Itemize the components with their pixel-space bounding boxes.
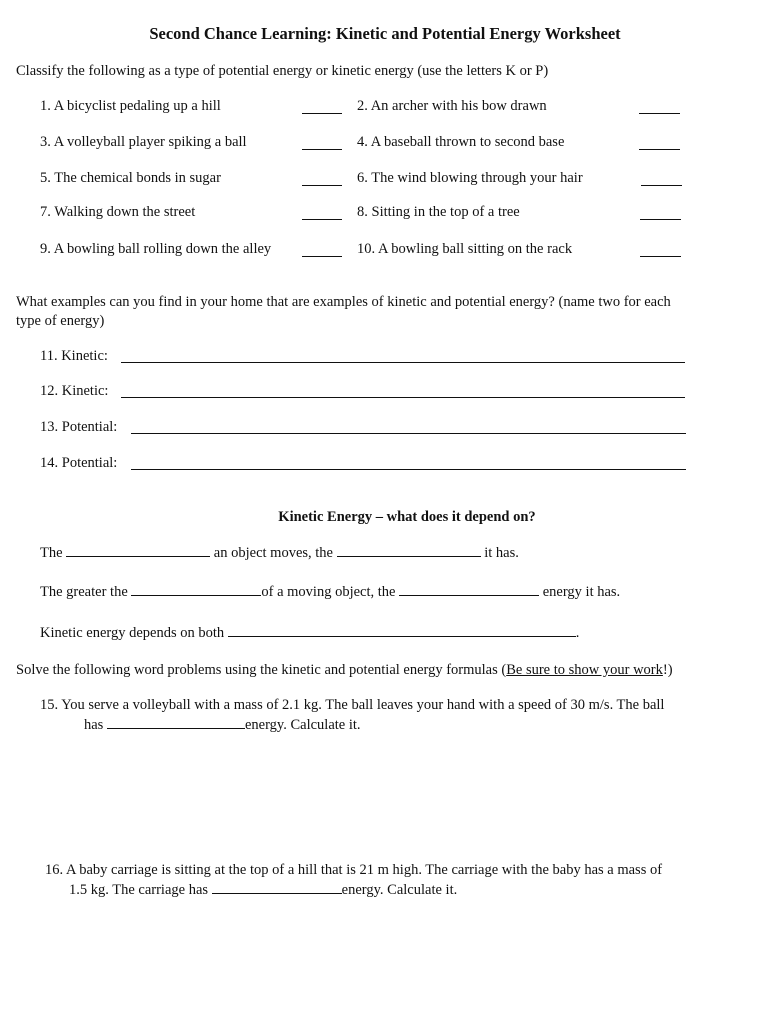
home-item-11-label: 11. Kinetic: — [40, 348, 108, 364]
home-question-line2: type of energy) — [16, 313, 105, 329]
depends-sentence-3 — [40, 624, 579, 642]
depends-s2-blank-1[interactable] — [131, 583, 261, 596]
solve-instruction — [16, 662, 673, 679]
depends-s1-blank-1[interactable] — [66, 544, 210, 557]
problem-16-blank[interactable] — [212, 881, 342, 894]
problem-16-line2 — [69, 881, 457, 899]
classify-item-1: 1. A bicyclist pedaling up a hill — [40, 98, 221, 114]
answer-blank-9[interactable] — [302, 256, 342, 257]
problem-15-a: has — [84, 717, 104, 733]
depends-s1-blank-2[interactable] — [337, 544, 481, 557]
depends-s3-a: Kinetic energy depends on both — [40, 625, 225, 641]
classify-item-3: 3. A volleyball player spiking a ball — [40, 134, 247, 150]
problem-16-b: energy. Calculate it. — [341, 882, 458, 898]
home-item-14-line[interactable] — [131, 469, 686, 470]
home-item-13-label: 13. Potential: — [40, 419, 118, 435]
home-item-12-line[interactable] — [121, 397, 685, 398]
home-item-12-label: 12. Kinetic: — [40, 383, 109, 399]
solve-instruction-emphasis: Be sure to show your work — [506, 662, 663, 678]
classify-item-4: 4. A baseball thrown to second base — [357, 134, 565, 150]
solve-instruction-a: Solve the following word problems using the kinetic and potential energy formulas ( — [16, 662, 507, 678]
depends-sentence-2 — [40, 583, 620, 601]
answer-blank-2[interactable] — [639, 113, 680, 114]
depends-s2-b: of a moving object, the — [261, 584, 396, 600]
home-item-13-line[interactable] — [131, 433, 686, 434]
home-item-11-line[interactable] — [121, 362, 685, 363]
problem-16-line1: 16. A baby carriage is sitting at the top of a hill that is 21 m high. The carriage with the baby has a mass of — [45, 862, 663, 878]
classify-item-6: 6. The wind blowing through your hair — [357, 170, 583, 186]
problem-15-line2 — [84, 716, 361, 734]
answer-blank-1[interactable] — [302, 113, 342, 114]
depends-sentence-1 — [40, 544, 519, 562]
answer-blank-10[interactable] — [640, 256, 681, 257]
answer-blank-8[interactable] — [640, 219, 681, 220]
problem-16-a: 1.5 kg. The carriage has — [69, 882, 209, 898]
problem-15-b: energy. Calculate it. — [244, 717, 361, 733]
answer-blank-5[interactable] — [302, 185, 342, 186]
answer-blank-7[interactable] — [302, 219, 342, 220]
depends-s3-blank[interactable] — [228, 624, 576, 637]
problem-15-line1: 15. You serve a volleyball with a mass of 2.1 kg. The ball leaves your hand with a speed of 30 m/s. The ball — [40, 697, 665, 713]
classify-item-10: 10. A bowling ball sitting on the rack — [357, 241, 573, 257]
depends-s2-blank-2[interactable] — [399, 583, 539, 596]
classify-item-5: 5. The chemical bonds in sugar — [40, 170, 221, 186]
depends-s1-c: it has. — [484, 545, 519, 561]
classify-instruction: Classify the following as a type of potential energy or kinetic energy (use the letters K or P) — [16, 63, 549, 79]
depends-s3-b: . — [575, 625, 580, 641]
home-question-line1: What examples can you find in your home that are examples of kinetic and potential energy? (name two for each — [16, 294, 671, 310]
answer-blank-6[interactable] — [641, 185, 682, 186]
answer-blank-4[interactable] — [639, 149, 680, 150]
depends-s1-a: The — [40, 545, 63, 561]
problem-15-blank[interactable] — [107, 716, 245, 729]
answer-blank-3[interactable] — [302, 149, 342, 150]
solve-instruction-b: !) — [662, 662, 673, 678]
home-item-14-label: 14. Potential: — [40, 455, 118, 471]
classify-item-9: 9. A bowling ball rolling down the alley — [40, 241, 272, 257]
depends-s1-b: an object moves, the — [213, 545, 333, 561]
worksheet-title: Second Chance Learning: Kinetic and Potential Energy Worksheet — [149, 24, 621, 43]
depends-heading: Kinetic Energy – what does it depend on? — [278, 509, 536, 525]
classify-item-2: 2. An archer with his bow drawn — [357, 98, 547, 114]
depends-s2-a: The greater the — [40, 584, 128, 600]
classify-item-8: 8. Sitting in the top of a tree — [357, 204, 520, 220]
classify-item-7: 7. Walking down the street — [40, 204, 196, 220]
depends-s2-c: energy it has. — [542, 584, 621, 600]
